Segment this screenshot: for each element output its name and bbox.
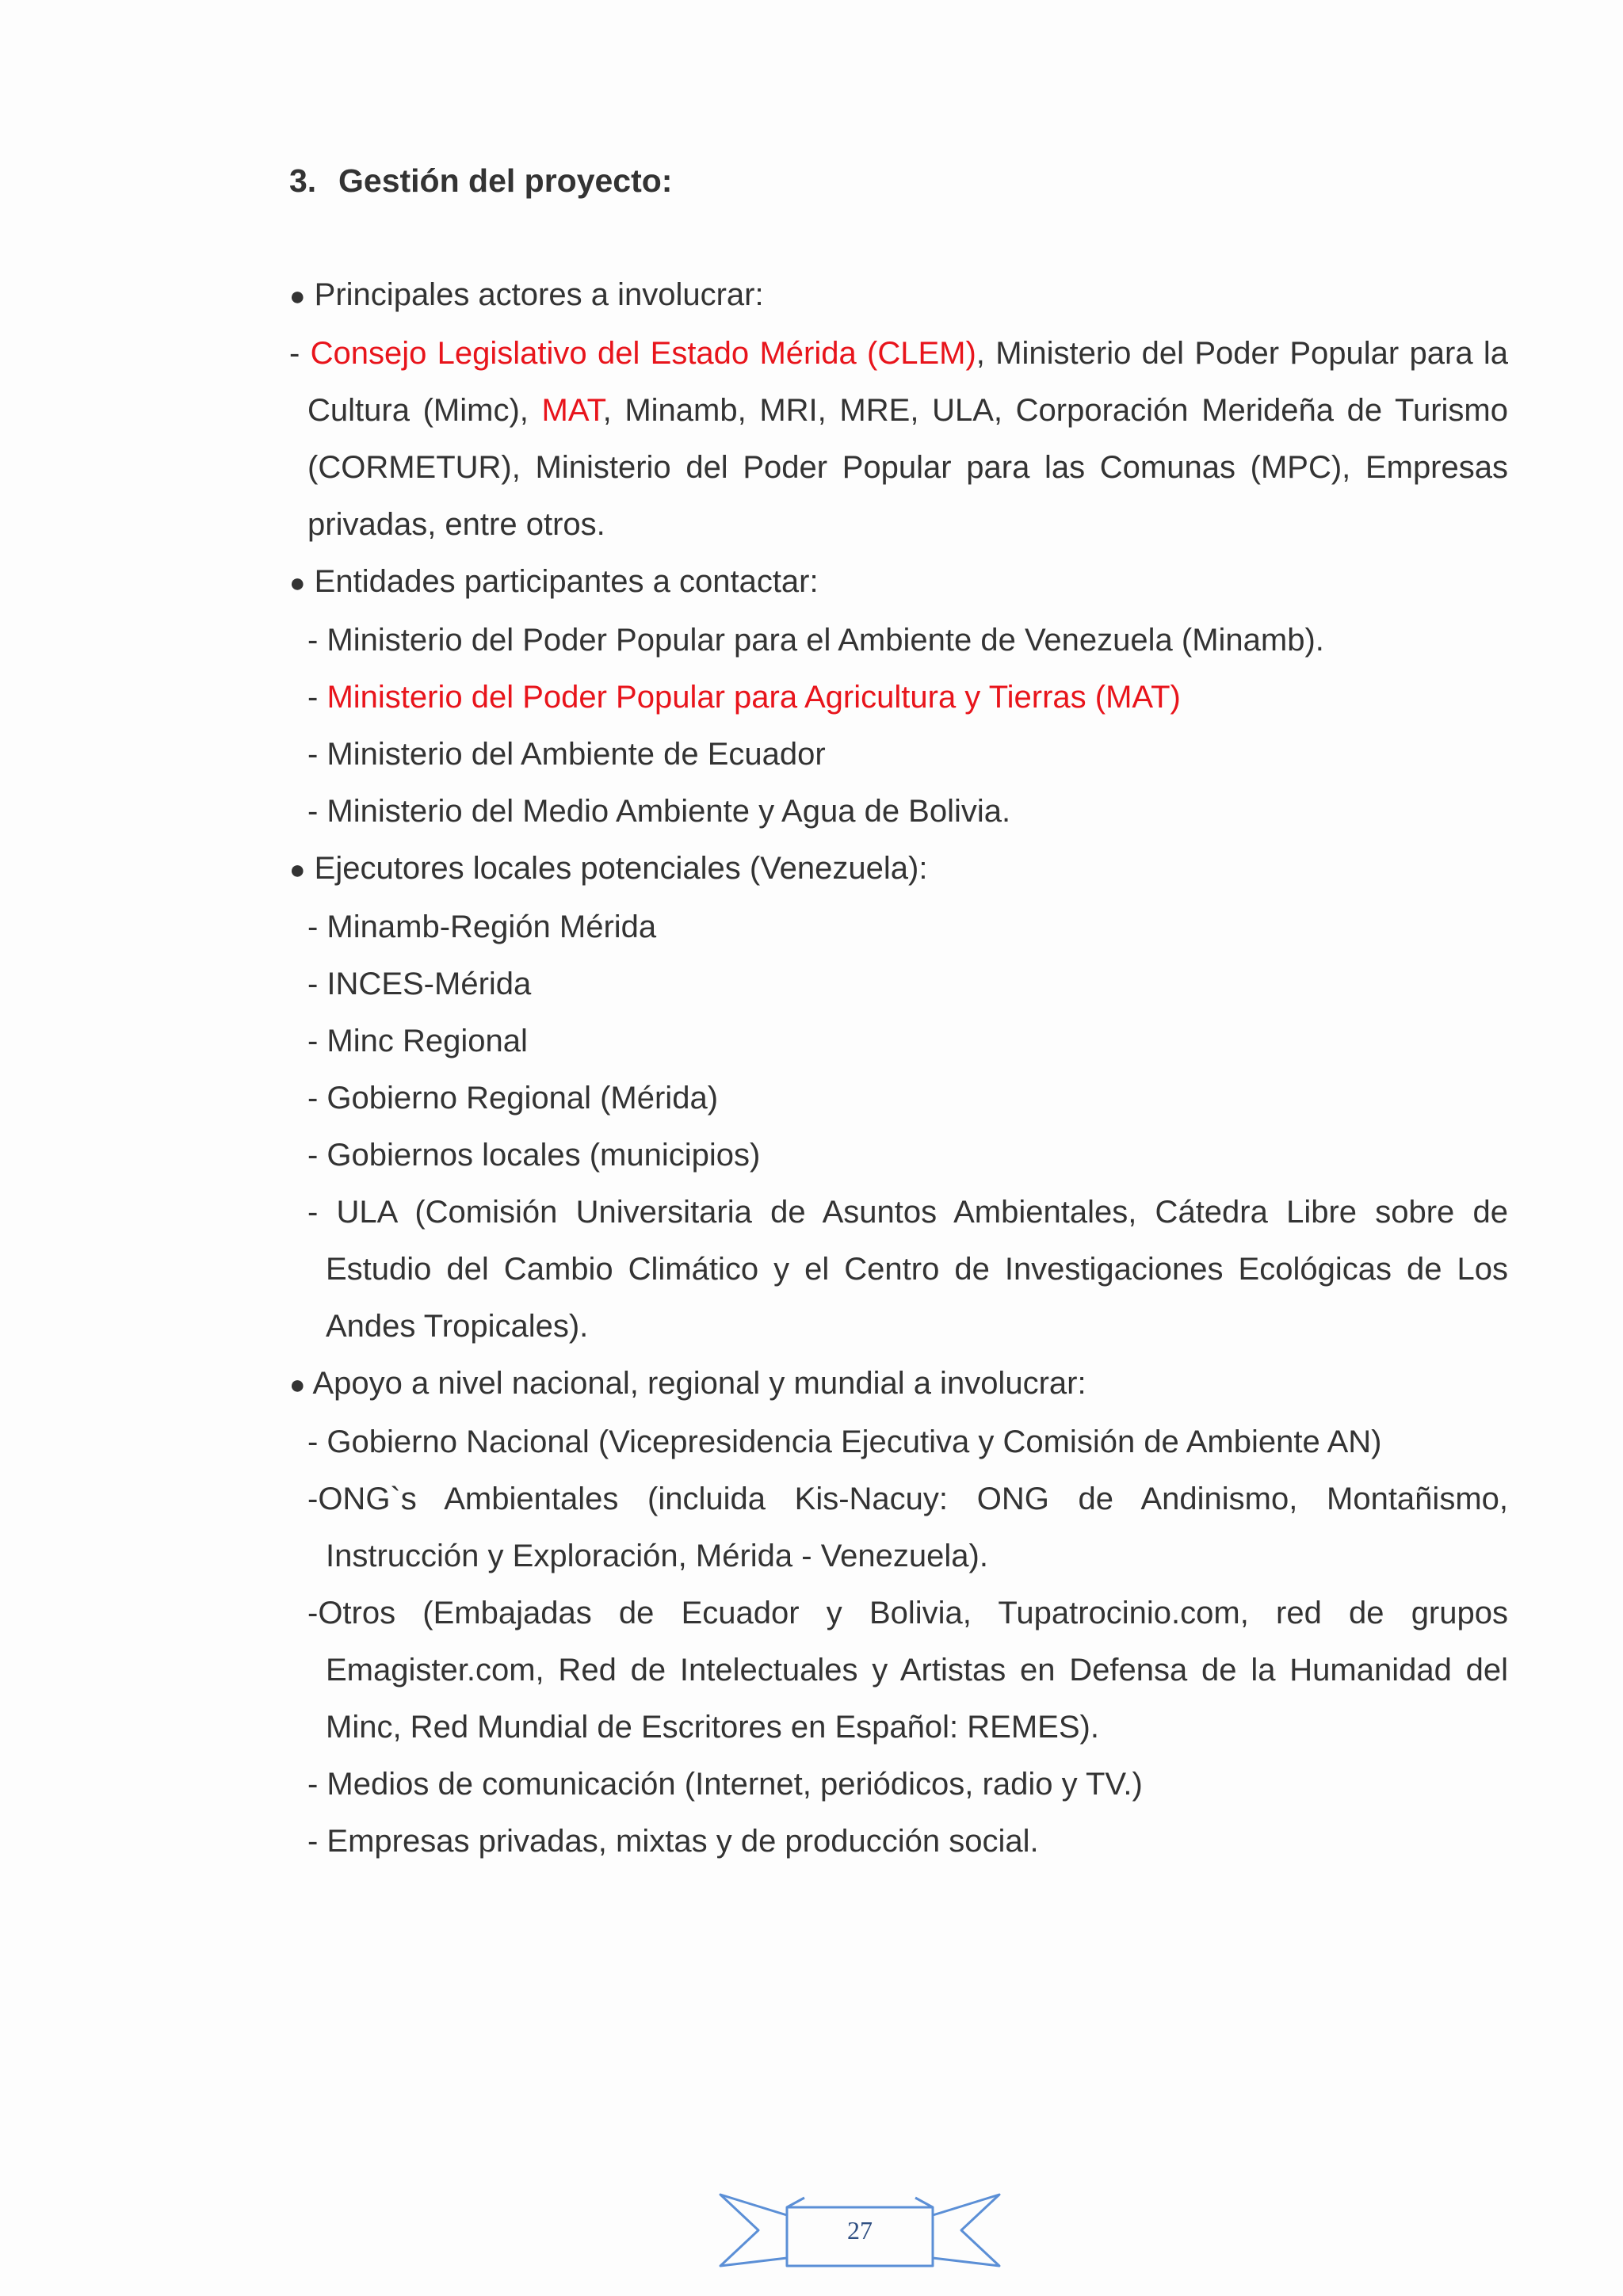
- dash: -: [307, 680, 327, 715]
- bullet-icon: ●: [289, 281, 306, 311]
- mat-ministry-highlight: Ministerio del Poder Popular para Agricultura y Tierras (MAT): [327, 680, 1181, 715]
- list-item: - Gobiernos locales (municipios): [307, 1138, 761, 1173]
- list-item: -Otros (Embajadas de Ecuador y Bolivia, Tupatrocinio.com, red de grupos Emagister.com, Red de Intelectuales y Artistas en Defensa de la Humanidad del Minc, Red Mundial de Escritores en Español: REMES).: [307, 1596, 1508, 1745]
- mat-highlight: MAT: [541, 393, 603, 428]
- section-number: 3.: [289, 162, 317, 199]
- actores-text-a: , Ministerio del Poder Popular para la Cultura (Mimc),: [307, 336, 1508, 428]
- bullet-ejecutores-title: Ejecutores locales potenciales (Venezuela):: [314, 851, 928, 886]
- list-item: - Medios de comunicación (Internet, periódicos, radio y TV.): [307, 1767, 1143, 1802]
- bullet-entidades-title: Entidades participantes a contactar:: [314, 564, 819, 599]
- actores-text-b: , Minamb, MRI, MRE, ULA, Corporación Merideña de Turismo (CORMETUR), Ministerio del Poder Popular para las Comunas (MPC), Empresas privadas, entre otros.: [307, 393, 1508, 542]
- list-item: - Empresas privadas, mixtas y de producción social.: [307, 1824, 1039, 1859]
- page-number-banner: [717, 2187, 1002, 2274]
- bullet-apoyo-title: Apoyo a nivel nacional, regional y mundial a involucrar:: [312, 1366, 1086, 1401]
- list-item: - Ministerio del Medio Ambiente y Agua de Bolivia.: [307, 794, 1011, 829]
- bullet-icon: ●: [289, 1370, 306, 1400]
- list-item: - ULA (Comisión Universitaria de Asuntos Ambientales, Cátedra Libre sobre de Estudio del Cambio Climático y el Centro de Investigaciones Ecológicas de Los Andes Tropicales).: [307, 1195, 1508, 1344]
- page-number: 27: [847, 2216, 873, 2245]
- list-item: - Ministerio del Poder Popular para el Ambiente de Venezuela (Minamb).: [307, 623, 1324, 658]
- list-item-highlight: [307, 669, 1508, 726]
- list-item: - Gobierno Regional (Mérida): [307, 1081, 719, 1116]
- section-heading: [289, 152, 1508, 209]
- list-item: - Gobierno Nacional (Vicepresidencia Ejecutiva y Comisión de Ambiente AN): [307, 1425, 1382, 1459]
- dash: -: [289, 336, 300, 371]
- bullet-actores: [289, 266, 1508, 325]
- bullet-entidades: [289, 553, 1508, 612]
- section-title: Gestión del proyecto:: [338, 162, 673, 199]
- bullet-actores-title: Principales actores a involucrar:: [314, 277, 764, 312]
- actores-list-item: [289, 325, 1508, 553]
- list-item: - Minamb-Región Mérida: [307, 910, 657, 944]
- ribbon-icon: [717, 2187, 1002, 2274]
- document-body: [289, 152, 1508, 1870]
- list-item: - Ministerio del Ambiente de Ecuador: [307, 737, 826, 772]
- bullet-ejecutores: [289, 840, 1508, 898]
- list-item: - Minc Regional: [307, 1024, 528, 1058]
- bullet-icon: ●: [289, 855, 306, 885]
- list-item: - INCES-Mérida: [307, 967, 532, 1001]
- clem-highlight: Consejo Legislativo del Estado Mérida (CLEM): [310, 336, 976, 371]
- heading-spacer: [289, 209, 1508, 266]
- list-item: -ONG`s Ambientales (incluida Kis-Nacuy: ONG de Andinismo, Montañismo, Instrucción y Exploración, Mérida - Venezuela).: [307, 1482, 1508, 1573]
- bullet-icon: ●: [289, 568, 306, 598]
- bullet-apoyo: [289, 1355, 1508, 1413]
